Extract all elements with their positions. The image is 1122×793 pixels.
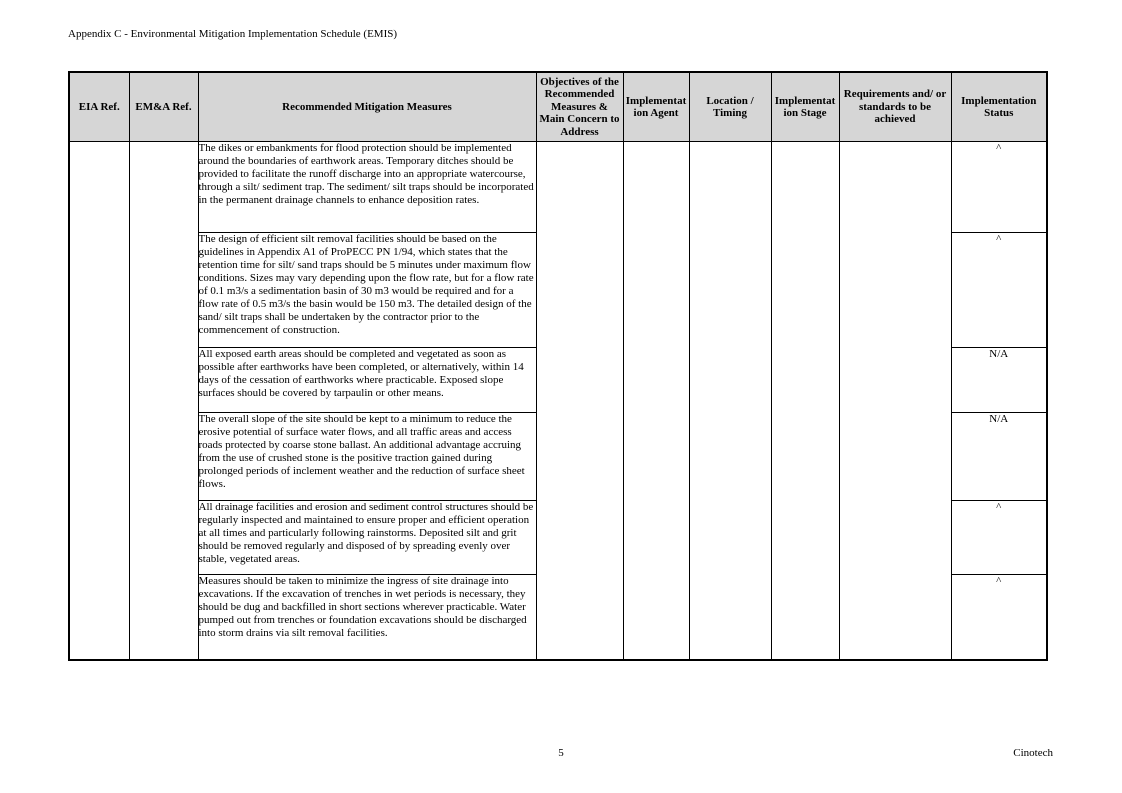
column-header-implementation-agent: Implementation Agent xyxy=(623,72,689,142)
status-cell: ^ xyxy=(951,575,1047,660)
column-header-objectives: Objectives of the Recommended Measures & Main Concern to Address xyxy=(536,72,623,142)
status-cell: N/A xyxy=(951,413,1047,501)
column-header-eia-ref: EIA Ref. xyxy=(69,72,129,142)
implementation-agent-cell xyxy=(623,142,689,660)
column-header-implementation-stage: Implementation Stage xyxy=(771,72,839,142)
status-cell: ^ xyxy=(951,142,1047,233)
measure-cell: All drainage facilities and erosion and sediment control structures should be regularly inspected and maintained to ensure proper and efficient operation at all times and particularly following rainstorms. Deposited silt and grit should be removed regularly and disposed of by spreading evenly over stable, vegetated areas. xyxy=(198,501,536,575)
footer-brand: Cinotech xyxy=(1013,747,1053,759)
measure-cell: All exposed earth areas should be completed and vegetated as soon as possible after earthworks have been completed, or alternatively, within 14 days of the cessation of earthworks where practicable. Exposed slope surfaces should be covered by tarpaulin or other means. xyxy=(198,348,536,413)
status-cell: ^ xyxy=(951,501,1047,575)
column-header-implementation-status: Implementation Status xyxy=(951,72,1047,142)
objectives-cell xyxy=(536,142,623,660)
column-header-location-timing: Location / Timing xyxy=(689,72,771,142)
measure-cell: The dikes or embankments for flood protection should be implemented around the boundaries of earthwork areas. Temporary ditches should be provided to facilitate the runoff discharge into an appropriate watercourse, through a silt/ sediment trap. The sediment/ silt traps should be incorporated in the permanent drainage channels to enhance deposition rates. xyxy=(198,142,536,233)
measure-cell: Measures should be taken to minimize the ingress of site drainage into excavations. If the excavation of trenches in wet periods is necessary, they should be dug and backfilled in short sections wherever practicable. Water pumped out from trenches or foundation excavations should be discharged into storm drains via silt removal facilities. xyxy=(198,575,536,660)
table-header-row xyxy=(69,72,1047,142)
location-timing-cell xyxy=(689,142,771,660)
column-header-ema-ref: EM&A Ref. xyxy=(129,72,198,142)
eia-ref-cell xyxy=(69,142,129,660)
status-cell: ^ xyxy=(951,233,1047,348)
status-cell: N/A xyxy=(951,348,1047,413)
table-row xyxy=(69,142,1047,233)
measure-cell: The design of efficient silt removal facilities should be based on the guidelines in Appendix A1 of ProPECC PN 1/94, which states that the retention time for silt/ sand traps should be 5 minutes under maximum flow conditions. Sizes may vary depending upon the flow rate, but for a flow rate of 0.1 m3/s a sedimentation basin of 30 m3 would be required and for a flow rate of 0.5 m3/s the basin would be 150 m3. The detailed design of the sand/ silt traps shall be undertaken by the contractor prior to the commencement of construction. xyxy=(198,233,536,348)
emis-table xyxy=(68,71,1048,661)
column-header-recommended-mitigation-measures: Recommended Mitigation Measures xyxy=(198,72,536,142)
column-header-requirements-standards: Requirements and/ or standards to be achieved xyxy=(839,72,951,142)
document-title: Appendix C - Environmental Mitigation Implementation Schedule (EMIS) xyxy=(68,28,398,40)
implementation-stage-cell xyxy=(771,142,839,660)
measure-cell: The overall slope of the site should be kept to a minimum to reduce the erosive potential of surface water flows, and all traffic areas and access roads protected by coarse stone ballast. An additional advantage accruing from the use of crushed stone is the positive traction gained during prolonged periods of inclement weather and the reduction of surface sheet flows. xyxy=(198,413,536,501)
requirements-cell xyxy=(839,142,951,660)
page-number: 5 xyxy=(558,747,564,759)
ema-ref-cell xyxy=(129,142,198,660)
